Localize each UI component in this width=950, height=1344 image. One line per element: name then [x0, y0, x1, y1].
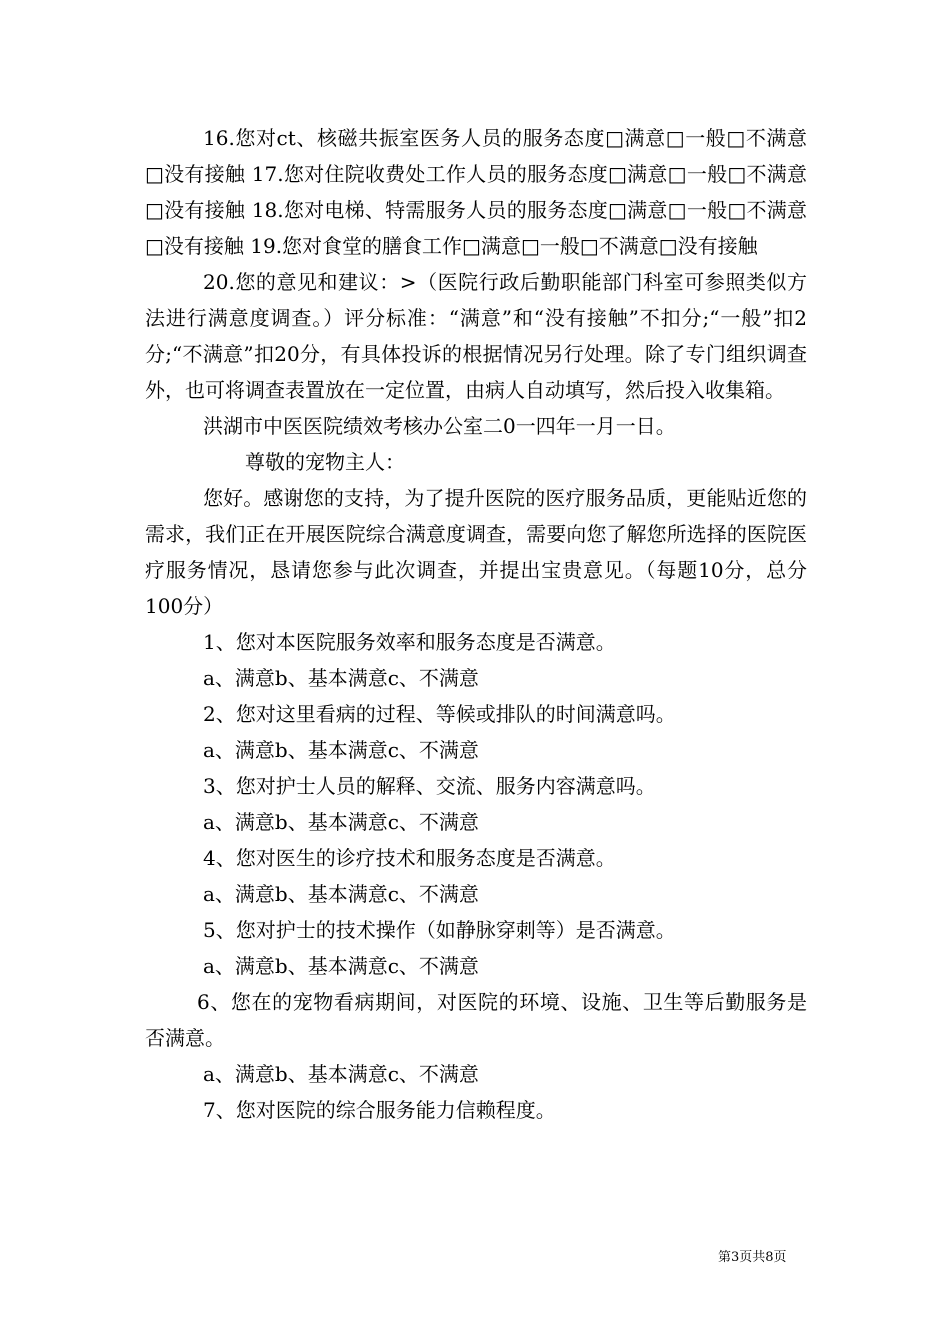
question-4: 4、您对医生的诊疗技术和服务态度是否满意。 [203, 846, 616, 870]
survey-item-20-and-scoring: 20.您的意见和建议：>（医院行政后勤职能部门科室可参照类似方法进行满意度调查。）评分标准：“满意”和“没有接触”不扣分;“一般”扣2分;“不满意”扣20分，有具体投诉的根据情况另行处理。除了专门组织调查外，也可将调查表置放在一定位置，由病人自动填写，然后投入收集箱。 [145, 270, 807, 402]
question-5: 5、您对护士的技术操作（如静脉穿刺等）是否满意。 [203, 918, 676, 942]
intro-paragraph: 您好。感谢您的支持，为了提升医院的医疗服务品质，更能贴近您的需求，我们正在开展医院综合满意度调查，需要向您了解您所选择的医院医疗服务情况，恳请您参与此次调查，并提出宝贵意见。（每题10分，总分100分） [145, 486, 807, 618]
question-6: 6、您在的宠物看病期间，对医院的环境、设施、卫生等后勤服务是否满意。 [145, 990, 807, 1050]
question-7: 7、您对医院的综合服务能力信赖程度。 [203, 1098, 556, 1122]
issuer-signature: 洪湖市中医医院绩效考核办公室二0一四年一月一日。 [203, 414, 676, 438]
question-1: 1、您对本医院服务效率和服务态度是否满意。 [203, 630, 616, 654]
question-2: 2、您对这里看病的过程、等候或排队的时间满意吗。 [203, 702, 676, 726]
answer-options-3: a、满意b、基本满意c、不满意 [203, 810, 479, 834]
answer-options-5: a、满意b、基本满意c、不满意 [203, 954, 479, 978]
survey-items-16-19: 16.您对ct、核磁共振室医务人员的服务态度□满意□一般□不满意□没有接触 17.您对住院收费处工作人员的服务态度□满意□一般□不满意□没有接触 18.您对电梯、特需服务人员的服务态度□满意□一般□不满意□没有接触 19.您对食堂的膳食工作□满意□一般□不满意□没有接触 [145, 126, 807, 258]
answer-options-6: a、满意b、基本满意c、不满意 [203, 1062, 479, 1086]
answer-options-1: a、满意b、基本满意c、不满意 [203, 666, 479, 690]
greeting: 尊敬的宠物主人： [245, 450, 405, 474]
document-body [145, 120, 807, 1128]
question-3: 3、您对护士人员的解释、交流、服务内容满意吗。 [203, 774, 656, 798]
answer-options-2: a、满意b、基本满意c、不满意 [203, 738, 479, 762]
answer-options-4: a、满意b、基本满意c、不满意 [203, 882, 479, 906]
page-number: 第3页共8页 [718, 1250, 787, 1265]
